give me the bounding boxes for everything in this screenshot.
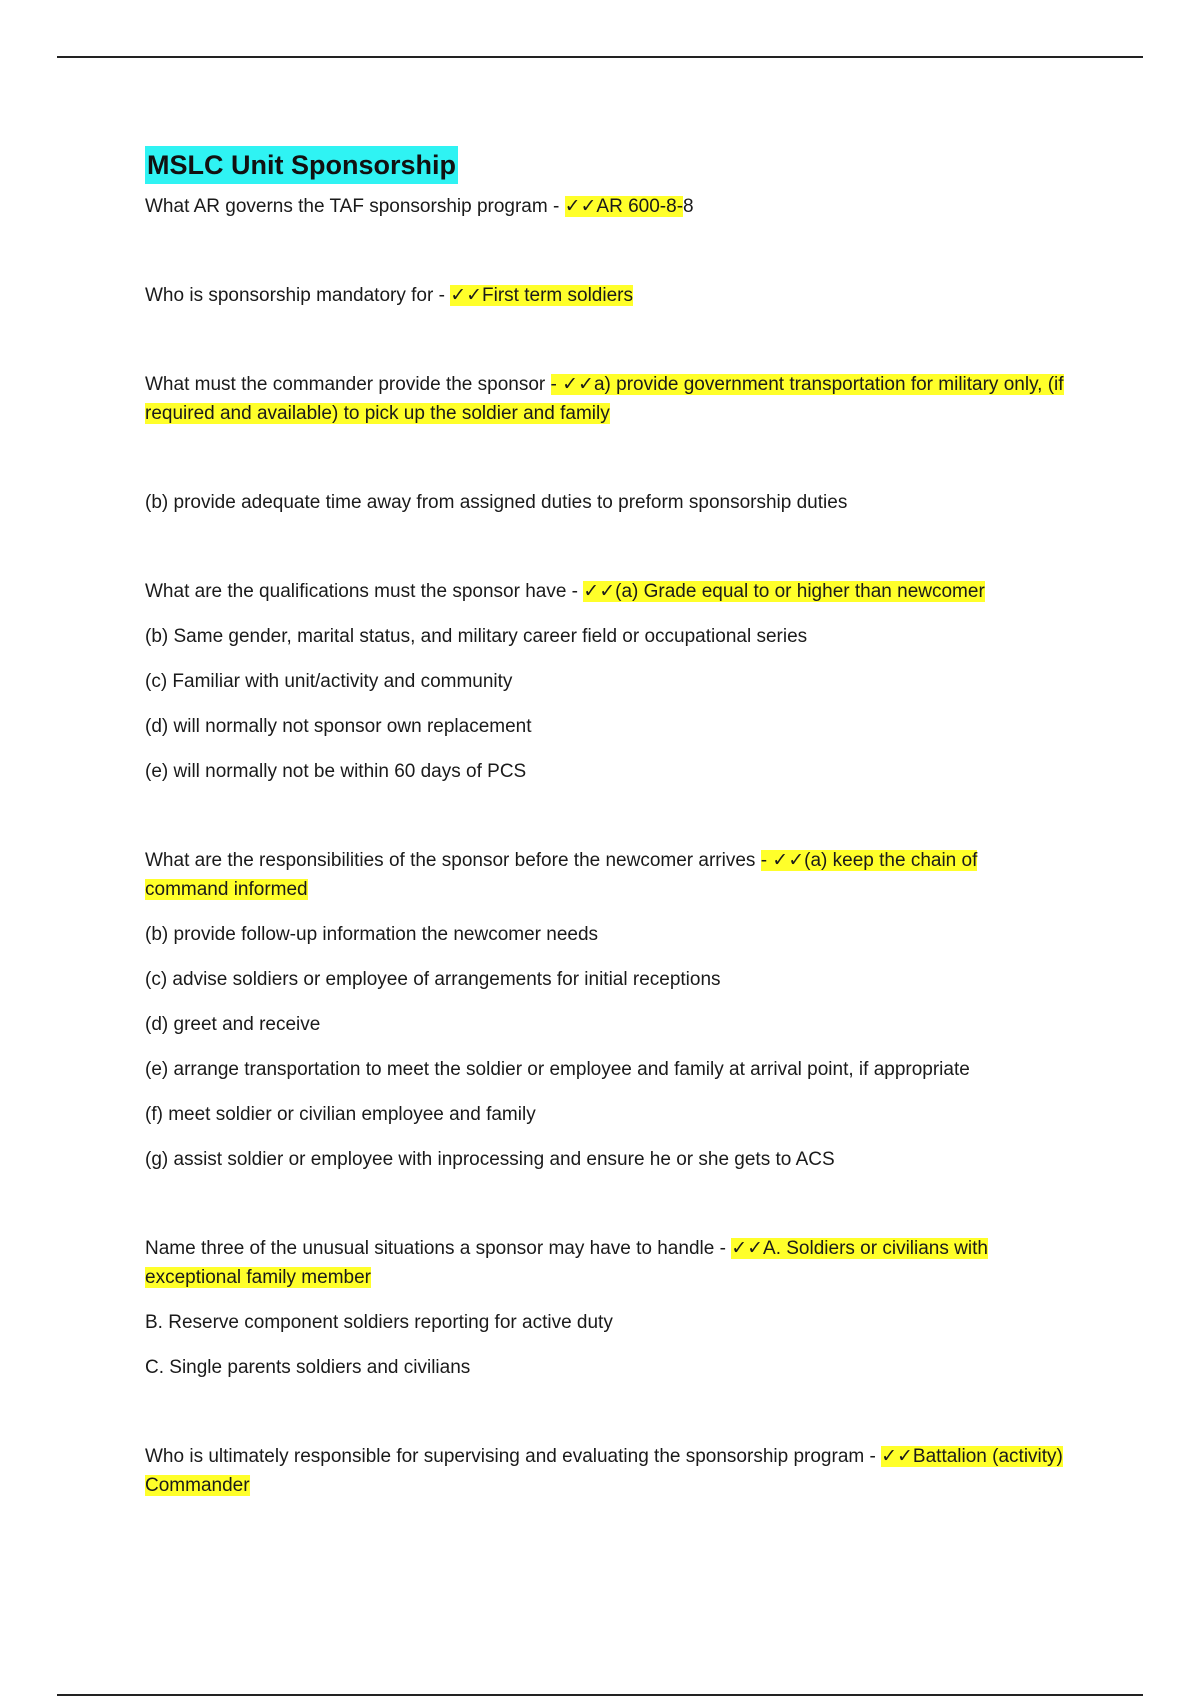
answer-text: ✓✓A. Soldiers or civilians with exceptional family member (145, 1238, 988, 1288)
answer-text: ✓✓Battalion (activity) Commander (145, 1446, 1063, 1496)
qa-item (145, 281, 1065, 310)
qa-item (145, 577, 1065, 606)
question-text: What must the commander provide the sponsor (145, 374, 551, 395)
answer-text: ✓✓First term soldiers (450, 285, 633, 306)
answer-text: ✓✓(a) Grade equal to or higher than newcomer (583, 581, 985, 602)
question-text: Who is ultimately responsible for supervising and evaluating the sponsorship program - (145, 1446, 882, 1467)
question-text: Name three of the unusual situations a sponsor may have to handle - (145, 1238, 732, 1259)
answer-line: (e) will normally not be within 60 days of PCS (145, 761, 527, 782)
top-rule (57, 56, 1143, 58)
bottom-rule (57, 1694, 1143, 1696)
answer-line: (b) provide follow-up information the newcomer needs (145, 924, 599, 945)
answer-line: (b) Same gender, marital status, and military career field or occupational series (145, 626, 808, 647)
question-text: Who is sponsorship mandatory for - (145, 285, 451, 306)
answer-line: (c) advise soldiers or employee of arrangements for initial receptions (145, 969, 721, 990)
question-text: What are the qualifications must the sponsor have - (145, 581, 584, 602)
qa-item (145, 846, 1065, 904)
answer-line: (f) meet soldier or civilian employee and family (145, 1104, 536, 1125)
answer-text: - ✓✓a) provide government transportation for military only, (if required and available) to pick up the soldier and family (145, 374, 1064, 424)
document-body (145, 146, 1065, 1500)
answer-line: (d) will normally not sponsor own replacement (145, 716, 532, 737)
answer-line: (e) arrange transportation to meet the soldier or employee and family at arrival point, if appropriate (145, 1059, 970, 1080)
answer-line: (d) greet and receive (145, 1014, 321, 1035)
answer-line: (b) provide adequate time away from assigned duties to preform sponsorship duties (145, 492, 848, 513)
qa-item (145, 370, 1065, 428)
question-text: What are the responsibilities of the sponsor before the newcomer arrives (145, 850, 761, 871)
answer-line: (g) assist soldier or employee with inprocessing and ensure he or she gets to ACS (145, 1149, 835, 1170)
answer-tail: 8 (683, 196, 694, 217)
answer-text: - ✓✓(a) keep the chain of command informed (145, 850, 978, 900)
answer-line: C. Single parents soldiers and civilians (145, 1357, 471, 1378)
document-title: MSLC Unit Sponsorship (145, 146, 458, 184)
answer-line: B. Reserve component soldiers reporting for active duty (145, 1312, 613, 1333)
question-text: What AR governs the TAF sponsorship program - (145, 196, 565, 217)
qa-item (145, 1442, 1065, 1500)
qa-item (145, 1234, 1065, 1292)
answer-text: ✓✓AR 600-8- (564, 196, 684, 217)
answer-line: (c) Familiar with unit/activity and community (145, 671, 513, 692)
qa-item (145, 192, 1065, 221)
